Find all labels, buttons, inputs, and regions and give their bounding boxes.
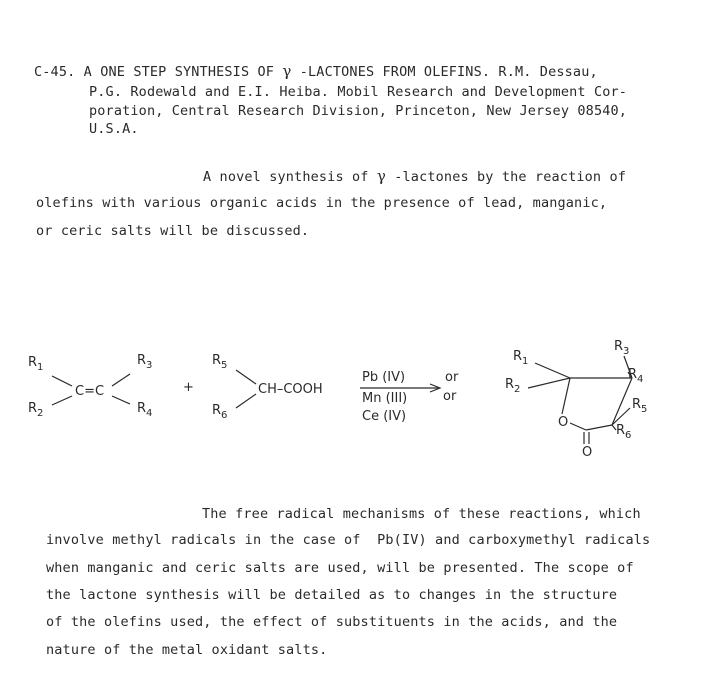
svg-text:R2: $R_2$ bbox=[505, 377, 521, 395]
svg-text:R5: $R_5$ bbox=[632, 397, 648, 415]
svg-text:O: O bbox=[582, 445, 593, 460]
abstract-title-line-4: U.S.A. bbox=[89, 121, 139, 137]
reaction-scheme bbox=[0, 330, 704, 470]
svg-text:R3: $R_3$ bbox=[614, 339, 630, 357]
body-line-3: when manganic and ceric salts are used, will be presented. The scope of bbox=[46, 560, 634, 576]
svg-text:C=C: C=C bbox=[75, 384, 105, 399]
intro-text-after-gamma: -lactones by the reaction of bbox=[385, 169, 627, 185]
svg-text:or: or bbox=[443, 389, 457, 404]
intro-line-2: olefins with various organic acids in the presence of lead, manganic, bbox=[36, 195, 608, 211]
svg-text:Ce (IV): Ce (IV) bbox=[362, 409, 407, 424]
svg-text:R4: $R_4$ bbox=[628, 367, 644, 385]
svg-text:R3: $R_3$ bbox=[137, 353, 153, 371]
svg-text:CH–COOH: CH–COOH bbox=[258, 382, 323, 397]
intro-line-1 bbox=[203, 168, 626, 185]
title-text-after-gamma: -LACTONES FROM OLEFINS. R.M. Dessau, bbox=[291, 64, 598, 80]
lactone-product-structure bbox=[505, 339, 647, 460]
plus-sign: + bbox=[183, 380, 194, 395]
body-line-1: The free radical mechanisms of these reactions, which bbox=[202, 506, 641, 522]
svg-text:R1: $R_1$ bbox=[28, 355, 44, 373]
svg-text:R5: $R_5$ bbox=[212, 353, 228, 371]
acid-structure bbox=[212, 353, 323, 421]
svg-text:Pb (IV): Pb (IV) bbox=[362, 370, 406, 385]
gamma-symbol: γ bbox=[376, 167, 386, 185]
body-line-5: of the olefins used, the effect of substituents in the acids, and the bbox=[46, 614, 618, 630]
body-line-4: the lactone synthesis will be detailed as to changes in the structure bbox=[46, 587, 618, 603]
svg-text:or: or bbox=[445, 370, 459, 385]
svg-text:R4: $R_4$ bbox=[137, 401, 153, 419]
svg-text:R6: $R_6$ bbox=[616, 423, 632, 441]
reaction-conditions bbox=[360, 370, 459, 424]
svg-text:R2: $R_2$ bbox=[28, 401, 44, 419]
title-text-before-gamma: C-45. A ONE STEP SYNTHESIS OF bbox=[34, 64, 283, 80]
intro-line-3: or ceric salts will be discussed. bbox=[36, 223, 310, 239]
svg-text:R6: $R_6$ bbox=[212, 403, 228, 421]
abstract-title-line-3: poration, Central Research Division, Princeton, New Jersey 08540, bbox=[89, 103, 628, 119]
intro-text-before-gamma: A novel synthesis of bbox=[203, 169, 377, 185]
olefin-structure bbox=[28, 353, 152, 419]
svg-text:R1: $R_1$ bbox=[513, 349, 529, 367]
gamma-symbol: γ bbox=[282, 62, 292, 80]
svg-text:Mn (III): Mn (III) bbox=[362, 391, 408, 406]
svg-text:O: O bbox=[558, 415, 569, 430]
abstract-title-line-2: P.G. Rodewald and E.I. Heiba. Mobil Research and Development Cor- bbox=[89, 84, 628, 100]
body-line-2: involve methyl radicals in the case of Pb(IV) and carboxymethyl radicals bbox=[46, 532, 651, 548]
abstract-title-line-1 bbox=[34, 63, 598, 80]
body-line-6: nature of the metal oxidant salts. bbox=[46, 642, 328, 658]
